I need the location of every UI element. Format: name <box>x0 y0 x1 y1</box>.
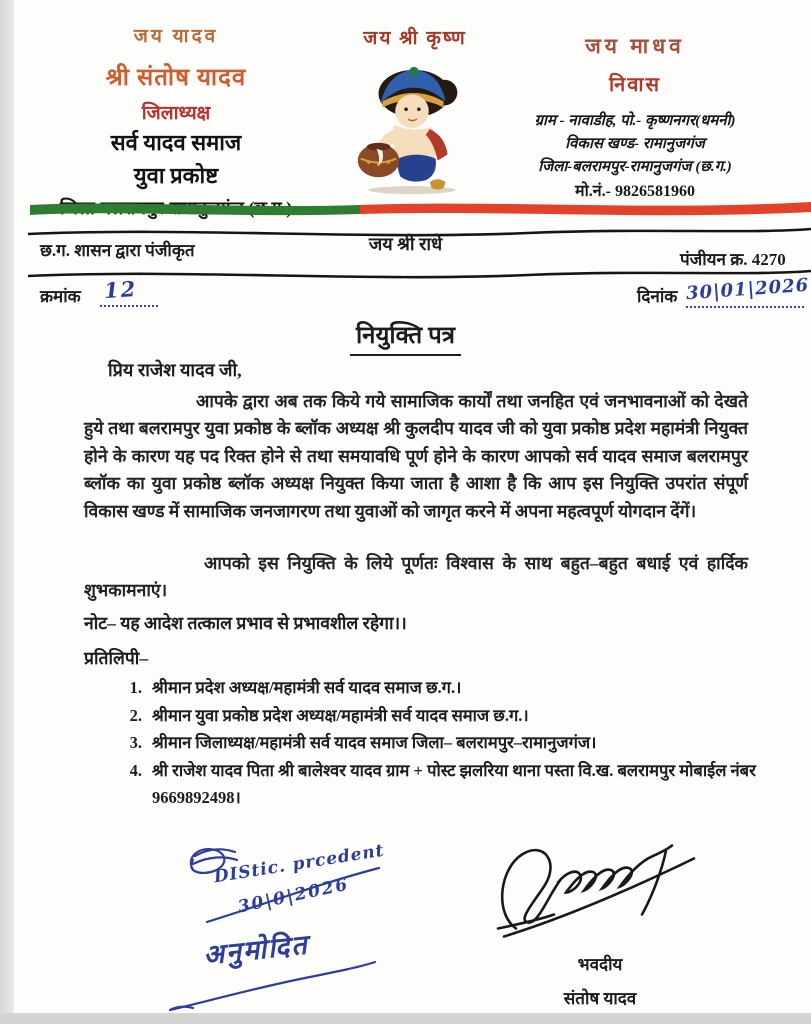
registration-number: पंजीयन क्र. 4270 <box>680 250 786 269</box>
list-item-number: 1. <box>129 678 142 697</box>
letterhead-left <box>26 22 326 220</box>
date-underline <box>686 306 804 308</box>
list-item <box>122 757 766 812</box>
registered-by-text: छ.ग. शासन द्वारा पंजीकृत <box>40 241 195 260</box>
slogan-jai-madhav: जय माधव <box>585 34 685 58</box>
closing-word: भवदीय <box>577 955 623 974</box>
address-district: जिला-बलरामपुर-रामानुजगंज (छ.ग.) <box>538 159 732 175</box>
organization-wing: युवा प्रकोष्ट <box>133 163 219 188</box>
list-item-number: 2. <box>129 705 142 725</box>
list-item-text: श्री राजेश यादव पिता श्री बालेश्वर यादव ग्राम + पोस्ट झलरिया थाना पस्ता वि.ख. बलरामपुर मोबाईल नंबर 9669892498। <box>152 760 756 807</box>
list-item-number: 4. <box>129 760 142 780</box>
body-paragraph-1: आपके द्वारा अब तक किये गये सामाजिक कार्यों तथा जनहित एवं जनभावनाओं को देखते हुये तथा बलरामपुर युवा प्रकोष्ठ के ब्लॉक अध्यक्ष श्री कुलदीप यादव जी को युवा प्रकोष्ठ प्रदेश महामंत्री नियुक्त होने के कारण यह पद रिक्त होने से तथा समयावधि पूर्ण होने के कारण आपको सर्व यादव समाज बलरामपुर ब्लॉक का युवा प्रकोष्ठ ब्लॉक अध्यक्ष नियुक्त किया जाता है आशा है कि आप इस नियुक्ति उपरांत संपूर्ण विकास खण्ड में सामाजिक जनजागरण तथा युवाओं को जागृत करने में अपना महत्वपूर्ण योगदान देंगें। <box>84 391 748 521</box>
address-block: विकास खण्ड- रामानुजगंज <box>565 136 705 152</box>
officer-name: श्री संतोष यादव <box>105 65 247 91</box>
list-item <box>122 729 766 757</box>
salutation: प्रिय राजेश यादव जी, <box>108 360 242 380</box>
serial-value-handwritten: 12 <box>103 275 139 304</box>
letterhead-ribbon <box>30 198 811 218</box>
krishna-illustration <box>352 60 472 198</box>
copies-list <box>122 674 766 812</box>
serial-label: क्रमांक <box>40 287 81 306</box>
mobile-number: मो.नं.- 9826581960 <box>575 183 695 200</box>
signature-black <box>492 828 707 958</box>
list-item-text: श्रीमान प्रदेश अध्यक्ष/महामंत्री सर्व यादव समाज छ.ग.। <box>152 678 462 697</box>
approval-annotation-blue <box>165 830 415 1020</box>
organization-name: सर्व यादव समाज <box>110 130 242 155</box>
officer-title: जिलाध्यक्ष <box>141 103 211 124</box>
letter-title-row <box>0 318 811 356</box>
copies-heading: प्रतिलिपी– <box>84 648 149 668</box>
note-line: नोट– यह आदेश तत्काल प्रभाव से प्रभावशील रहेगा।। <box>84 613 407 633</box>
body-paragraph-2: आपको इस नियुक्ति के लिये पूर्णतः विश्वास के साथ बहुत–बहुत बधाई एवं हार्दिक शुभकामनाएं। <box>84 553 748 601</box>
date-value-handwritten: 30|01|2026 <box>685 274 810 305</box>
list-item-text: श्रीमान जिलाध्यक्ष/महामंत्री सर्व यादव समाज जिला– बलरामपुर–रामानुजगंज। <box>152 733 597 752</box>
serial-underline <box>100 305 158 307</box>
list-item <box>122 674 766 702</box>
residence-heading: निवास <box>608 74 662 96</box>
approval-note-date: 30|0|2026 <box>236 874 352 918</box>
approval-note-line1: DIStic. prcedent <box>212 840 386 888</box>
slogan-jai-shri-radhe: जय श्री राधे <box>368 234 443 254</box>
letterhead-right <box>470 32 800 201</box>
list-item <box>122 702 766 730</box>
list-item-number: 3. <box>129 733 142 752</box>
sender-name: संतोष यादव <box>563 989 637 1008</box>
slogan-jai-yadav: जय यादव <box>133 26 219 47</box>
address-village: ग्राम - नावाडीह, पो.- कृष्णनगर(धमनी) <box>534 113 736 129</box>
scan-edge-left <box>0 0 14 1024</box>
approval-word: अनुमोदित <box>201 929 311 972</box>
slogan-jai-shri-krishna: जय श्री कृष्ण <box>363 28 467 49</box>
date-label: दिनांक <box>637 287 678 306</box>
list-item-text: श्रीमान युवा प्रकोष्ठ प्रदेश अध्यक्ष/महामंत्री सर्व यादव समाज छ.ग.। <box>152 705 529 725</box>
letter-title: नियुक्ति पत्र <box>350 318 461 356</box>
